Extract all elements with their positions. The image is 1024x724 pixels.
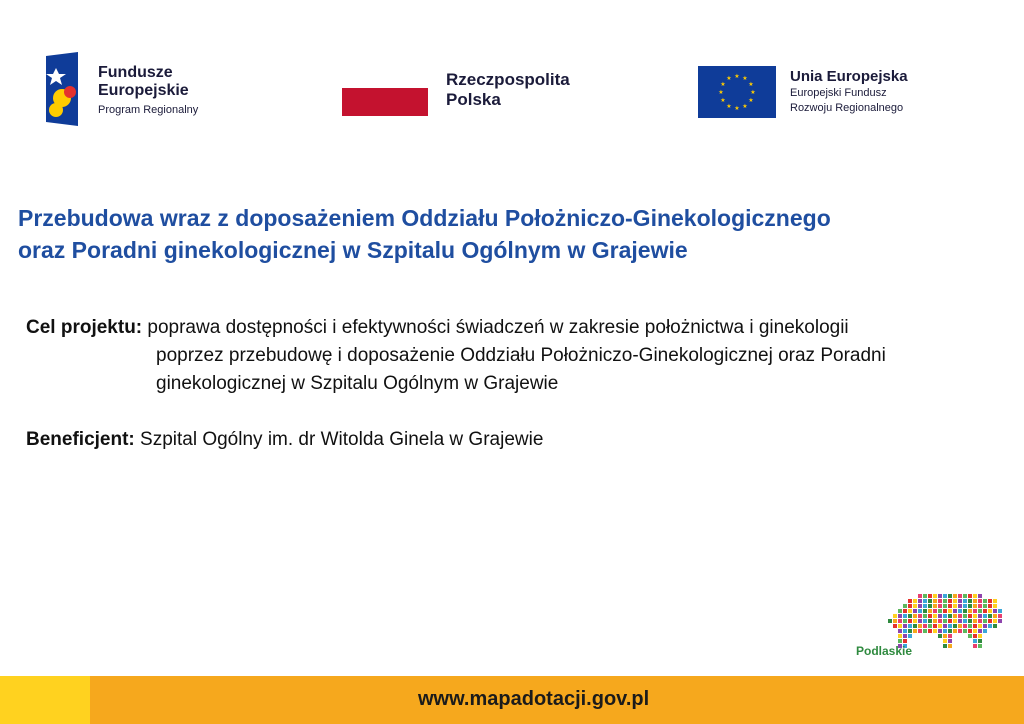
cel-projektu-line2: poprzez przebudowę i doposażenie Oddziału Położniczo-Ginekologicznej oraz Poradni [156,345,886,366]
cel-projektu-label: Cel projektu: [26,317,143,338]
ue-line2: Europejski Fundusz [790,87,887,99]
cel-projektu-line1: poprawa dostępności i efektywności świadczeń w zakresie położnictwa i ginekologii [147,317,849,338]
svg-text:★: ★ [720,97,726,104]
svg-text:★: ★ [720,81,726,88]
footer-accent [0,676,90,724]
rp-line2: Polska [446,90,501,109]
beneficjent-label: Beneficjent: [26,429,135,450]
fundusze-line1: Fundusze [98,64,173,81]
svg-text:★: ★ [734,105,740,112]
ue-line1: Unia Europejska [790,68,908,85]
title-line1: Przebudowa wraz z doposażeniem Oddziału Położniczo-Ginekologicznego [18,205,831,231]
svg-text:★: ★ [742,103,748,110]
fundusze-line2: Europejskie [98,82,189,99]
cel-projektu-line3: ginekologicznej w Szpitalu Ogólnym w Grajewie [156,373,559,394]
podlaskie-logo [852,590,1002,660]
rzeczpospolita-polska-logo [330,50,630,130]
unia-europejska-logo [690,46,950,140]
title-line2: oraz Poradni ginekologicznej w Szpitalu Ogólnym w Grajewie [18,237,688,263]
rp-line1: Rzeczpospolita [446,70,570,89]
svg-text:★: ★ [748,81,754,88]
svg-text:★: ★ [718,89,724,96]
cel-projektu-row [26,314,849,342]
beneficjent-value: Szpital Ogólny im. dr Witolda Ginela w Grajewie [140,429,544,450]
svg-text:★: ★ [726,103,732,110]
polish-flag-icon [342,60,428,116]
ue-line3: Rozwoju Regionalnego [790,102,904,114]
footer-url: www.mapadotacji.gov.pl [418,688,650,710]
fundusze-europejskie-logo [22,34,272,146]
svg-text:★: ★ [750,89,756,96]
fundusze-line3: Program Regionalny [98,104,199,116]
svg-text:★: ★ [742,75,748,82]
svg-text:★: ★ [748,97,754,104]
footer-bar [0,676,1024,724]
project-title [18,202,1008,266]
eu-flag-icon [698,66,776,118]
fundusze-europejskie-icon [42,52,82,126]
beneficjent-row [26,426,543,454]
podlaskie-label: Podlaskie [856,644,913,658]
svg-text:★: ★ [734,73,740,80]
svg-text:★: ★ [726,75,732,82]
